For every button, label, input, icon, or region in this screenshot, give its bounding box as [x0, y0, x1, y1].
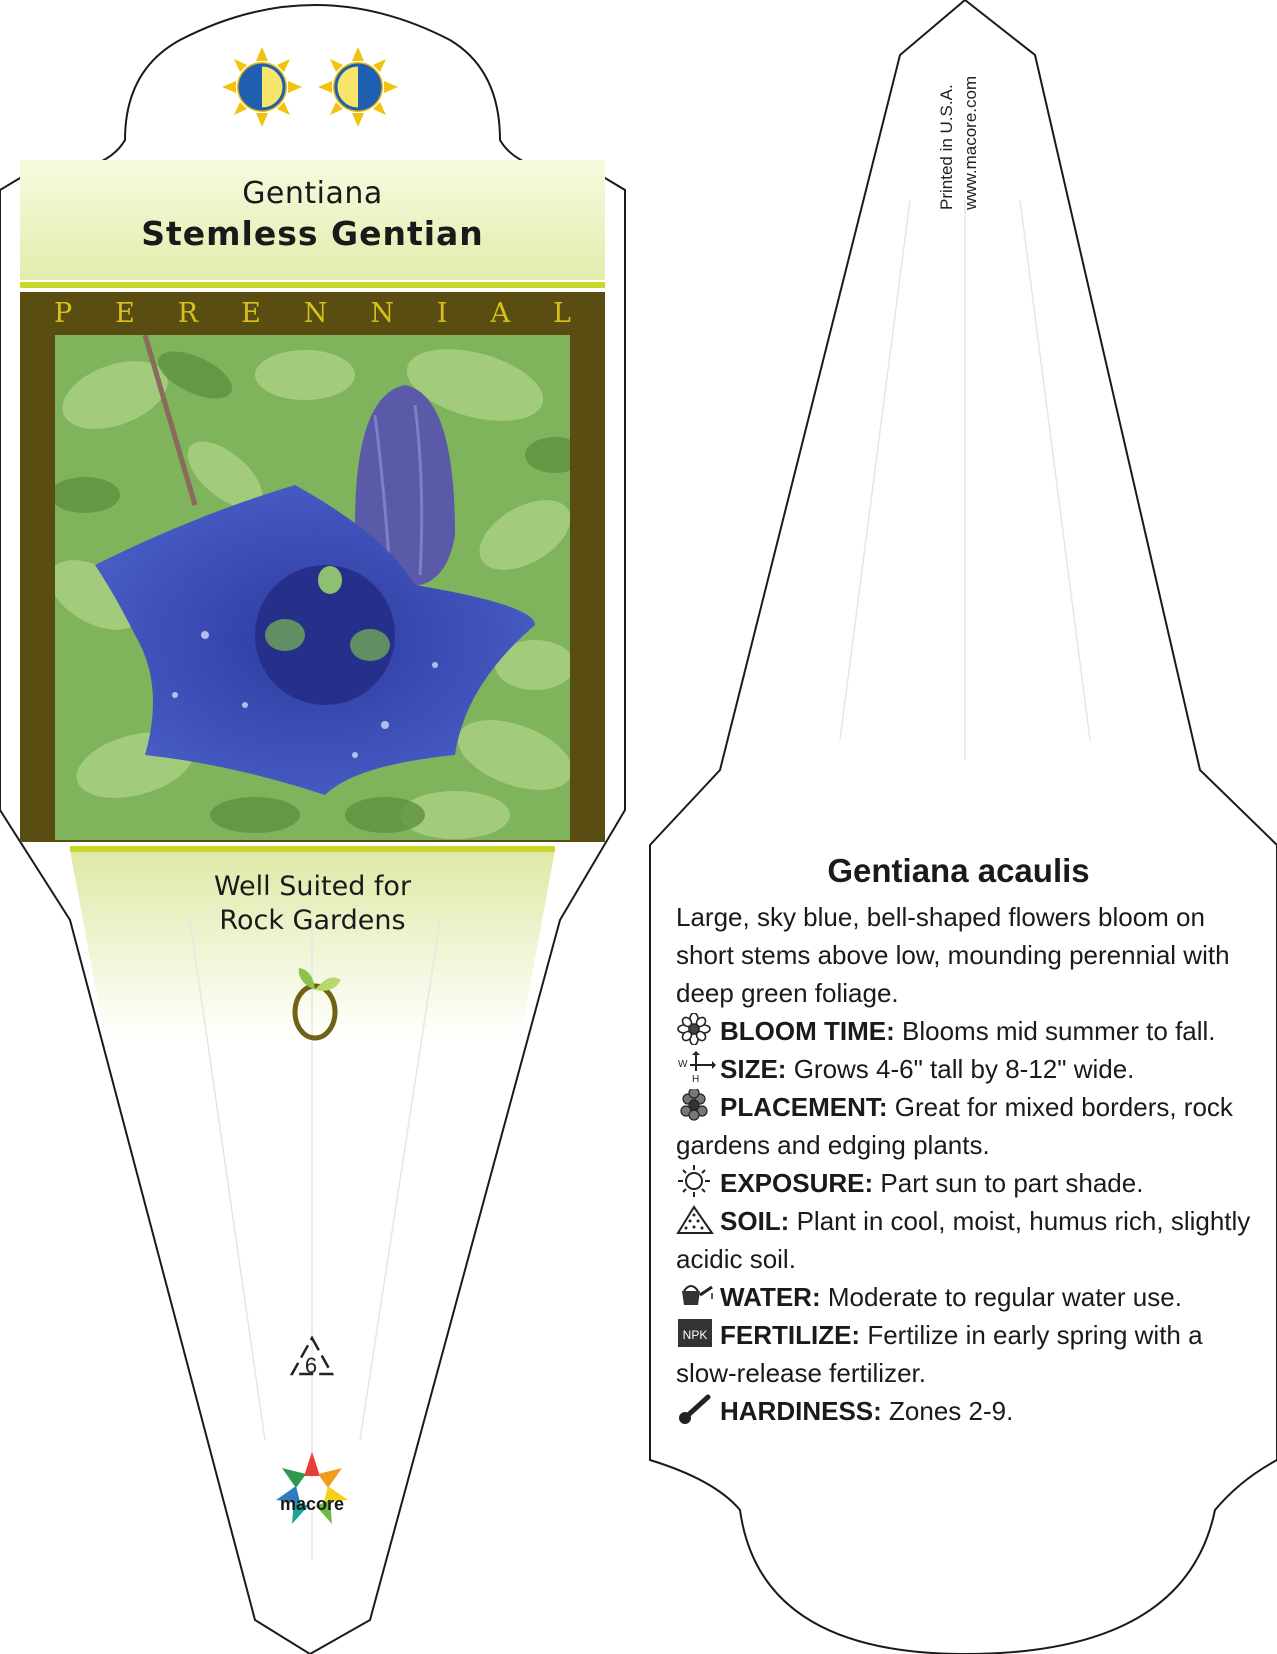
water-value: Moderate to regular water use.: [827, 1282, 1182, 1312]
category-letter: E: [115, 298, 135, 329]
attribute-fertilize: [676, 1316, 1256, 1392]
category-letter: P: [54, 298, 73, 329]
attribute-soil: [676, 1202, 1256, 1278]
category-letter: N: [303, 298, 328, 329]
category-letter: L: [553, 298, 571, 329]
hardiness-label: HARDINESS:: [720, 1396, 882, 1426]
size-value: Grows 4-6" tall by 8-12" wide.: [793, 1054, 1135, 1084]
category-letter: I: [436, 298, 448, 329]
feature-line-2: Rock Gardens: [219, 905, 406, 936]
attribute-bloom-time: [676, 1012, 1256, 1050]
placement-value: Great for mixed borders, rock gardens and edging plants.: [676, 1092, 1233, 1160]
bloom-time-label: BLOOM TIME:: [720, 1016, 895, 1046]
fertilize-label: FERTILIZE:: [720, 1320, 861, 1350]
svg-text:H: H: [692, 1074, 700, 1083]
exposure-label: EXPOSURE:: [720, 1168, 874, 1198]
soil-icon: [676, 1203, 716, 1235]
placement-label: PLACEMENT:: [720, 1092, 888, 1122]
description: Large, sky blue, bell-shaped flowers bloom on short stems above low, mounding perennial with deep green foliage.: [676, 902, 1230, 1008]
feature-line-1: Well Suited for: [213, 871, 412, 902]
recycle-number: 6: [304, 1353, 318, 1378]
attribute-water: [676, 1278, 1256, 1316]
attribute-placement: [676, 1088, 1256, 1164]
category-letter: R: [177, 298, 199, 329]
care-instructions: [676, 852, 1256, 1430]
sprout-icon: [285, 962, 345, 1042]
part-sun-icon: [318, 47, 398, 127]
common-name: Stemless Gentian: [141, 214, 484, 253]
water-label: WATER:: [720, 1282, 821, 1312]
attribute-exposure: [676, 1164, 1256, 1202]
thermometer-icon: [676, 1393, 716, 1425]
fertilize-value: Fertilize in early spring with a slow-release fertilizer.: [676, 1320, 1203, 1388]
category-letter: A: [490, 298, 511, 329]
website: www.macore.com: [961, 75, 980, 210]
brand-name: macore: [279, 1494, 345, 1514]
exposure-value: Part sun to part shade.: [880, 1168, 1144, 1198]
printed-origin: Printed in U.S.A.: [937, 84, 956, 210]
category-letter: N: [370, 298, 394, 329]
placement-flower-icon: [676, 1089, 716, 1121]
feature-text: [120, 870, 505, 938]
hardiness-value: Zones 2-9.: [889, 1396, 1014, 1426]
attribute-hardiness: [676, 1392, 1256, 1430]
print-info: [935, 40, 983, 210]
bloom-time-value: Blooms mid summer to fall.: [902, 1016, 1216, 1046]
flower-icon: [676, 1013, 716, 1045]
svg-text:W: W: [678, 1059, 688, 1070]
band-divider: [20, 282, 605, 288]
category-letter: E: [241, 298, 261, 329]
watering-can-icon: [676, 1279, 716, 1311]
exposure-icons: [220, 45, 400, 130]
size-arrows-icon: [676, 1051, 716, 1083]
feature-divider: [70, 846, 555, 852]
size-label: SIZE:: [720, 1054, 787, 1084]
genus-name: Gentiana: [242, 176, 383, 211]
sun-icon: [676, 1165, 716, 1197]
part-sun-icon: [222, 47, 302, 127]
soil-value: Plant in cool, moist, humus rich, slightly acidic soil.: [676, 1206, 1251, 1274]
category-label: [24, 298, 601, 329]
soil-label: SOIL:: [720, 1206, 790, 1236]
npk-icon: [676, 1317, 716, 1349]
attribute-size: [676, 1050, 1256, 1088]
npk-text: NPK: [682, 1328, 708, 1342]
plant-photo: [55, 335, 570, 840]
botanical-name: Gentiana acaulis: [827, 852, 1090, 889]
